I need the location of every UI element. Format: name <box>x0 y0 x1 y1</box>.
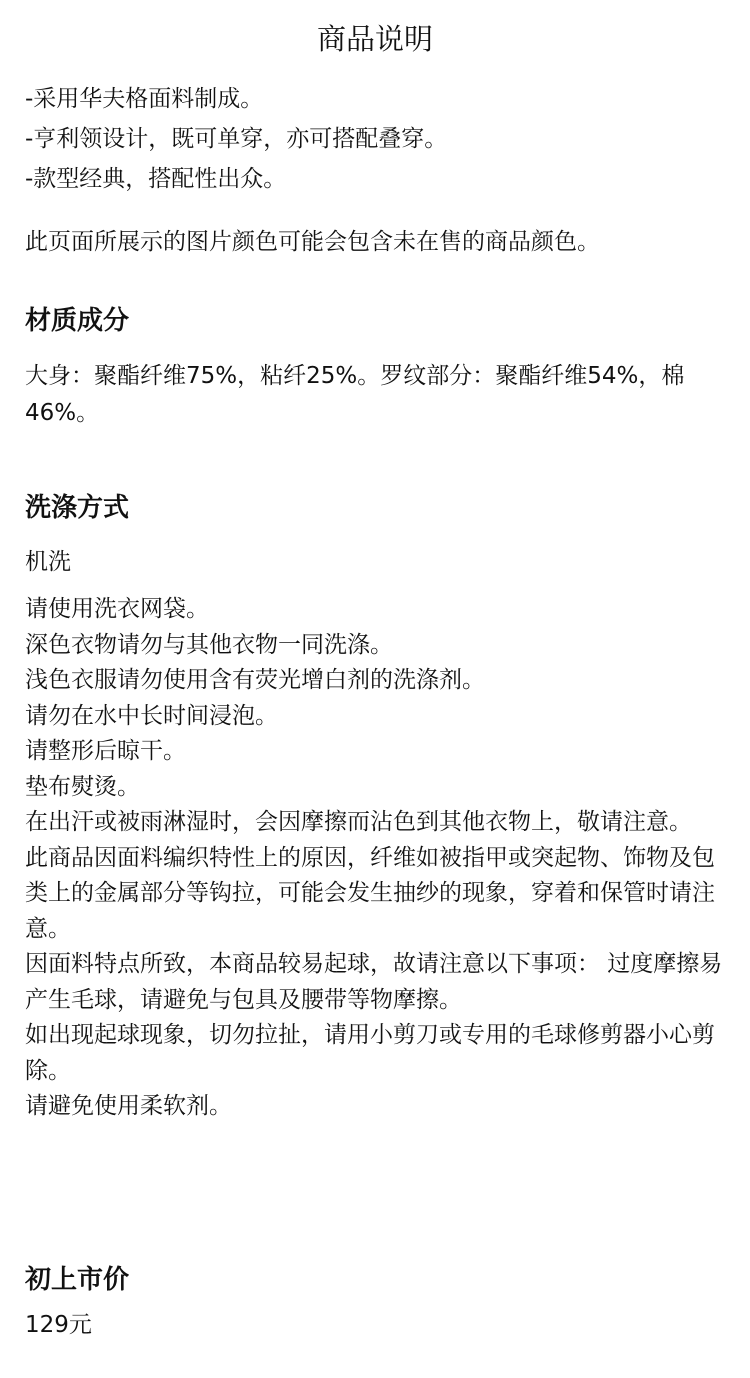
care-instruction: 垫布熨烫。 <box>25 773 140 800</box>
care-instruction: 请避免使用柔软剂。 <box>25 1093 232 1119</box>
page-title: 商品说明 <box>316 22 433 56</box>
care-instruction: 浅色衣服请勿使用含有荧光增白剂的洗涤剂。 <box>25 667 485 693</box>
care-instruction: 此商品因面料编织特性上的原因，纤维如被指甲或突起物、饰物及包类上的金属部分等钩拉，可能会发生抽纱的现象，穿着和保管时请注意。 <box>25 844 715 942</box>
care-instruction: 请使用洗衣网袋。 <box>25 596 209 622</box>
wash-method: 机洗 <box>25 549 71 575</box>
washing-heading: 洗涤方式 <box>25 493 130 523</box>
care-instruction: 请整形后晾干。 <box>25 738 186 764</box>
feature-item: -款型经典，搭配性出众。 <box>25 166 287 192</box>
care-instruction: 在出汗或被雨淋湿时，会因摩擦而沾色到其他衣物上，敬请注意。 <box>25 809 692 835</box>
price-heading: 初上市价 <box>25 1265 130 1295</box>
feature-item: -采用华夫格面料制成。 <box>25 86 264 112</box>
feature-item: -亨利领设计，既可单穿，亦可搭配叠穿。 <box>25 126 448 152</box>
color-disclaimer: 此页面所展示的图片颜色可能会包含未在售的商品颜色。 <box>25 229 600 255</box>
care-instruction: 深色衣物请勿与其他衣物一同洗涤。 <box>25 631 393 658</box>
care-instruction: 请勿在水中长时间浸泡。 <box>25 702 278 729</box>
launch-price: 129元 <box>25 1312 92 1338</box>
care-instruction: 因面料特点所致，本商品较易起球，故请注意以下事项： 过度摩擦易产生毛球，请避免与包具及腰带等物摩擦。 <box>25 951 723 1013</box>
material-heading: 材质成分 <box>25 306 130 336</box>
care-instruction-list <box>25 592 729 1125</box>
care-instruction: 如出现起球现象，切勿拉扯，请用小剪刀或专用的毛球修剪器小心剪除。 <box>25 1022 715 1084</box>
feature-list <box>25 79 725 199</box>
material-composition: 大身：聚酯纤维75%，粘纤25%。罗纹部分：聚酯纤维54%，棉46%。 <box>25 363 685 426</box>
